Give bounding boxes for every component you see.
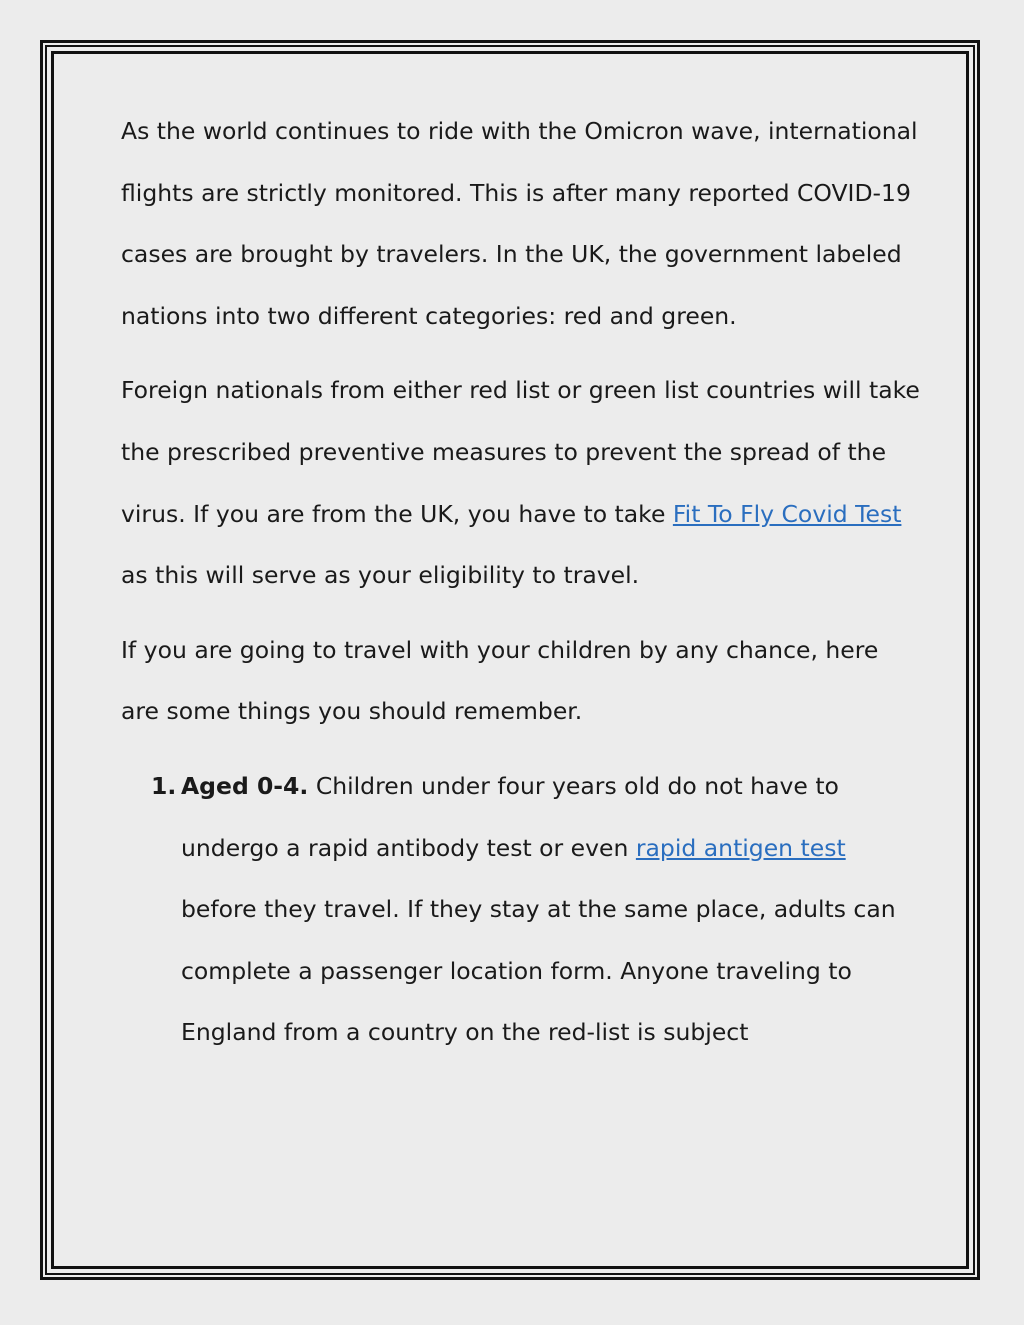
paragraph-foreign-nationals (121, 360, 921, 606)
list-item-number: 1. (151, 771, 177, 800)
list-item-text: before they travel. If they stay at the same place, adults can complete a passenger location form. Anyone traveling to England from a country on the red-list is subject (181, 895, 896, 1047)
numbered-list (121, 756, 921, 1064)
list-item-text: Children under four years old do not have to undergo a rapid antibody test or even (181, 771, 839, 862)
fit-to-fly-link[interactable]: Fit To Fly Covid Test (672, 499, 902, 528)
paragraph-text: Foreign nationals from either red list or green list countries will take the prescribed preventive measures to prevent the spread of the virus. If you are from the UK, you have to take (121, 376, 920, 528)
document-body (121, 101, 921, 1064)
paragraph-omicron: As the world continues to ride with the Omicron wave, international flights are strictly monitored. This is after many reported COVID-19 cases are brought by travelers. In the UK, the government labeled nations into two different categories: red and green. (121, 117, 918, 330)
list-item-heading: Aged 0-4. (181, 771, 309, 800)
rapid-antigen-test-link[interactable]: rapid antigen test (635, 833, 846, 862)
paragraph-text: as this will serve as your eligibility to travel. (121, 561, 640, 590)
paragraph-children: If you are going to travel with your children by any chance, here are some things you should remember. (121, 635, 879, 726)
list-item (121, 756, 921, 1064)
